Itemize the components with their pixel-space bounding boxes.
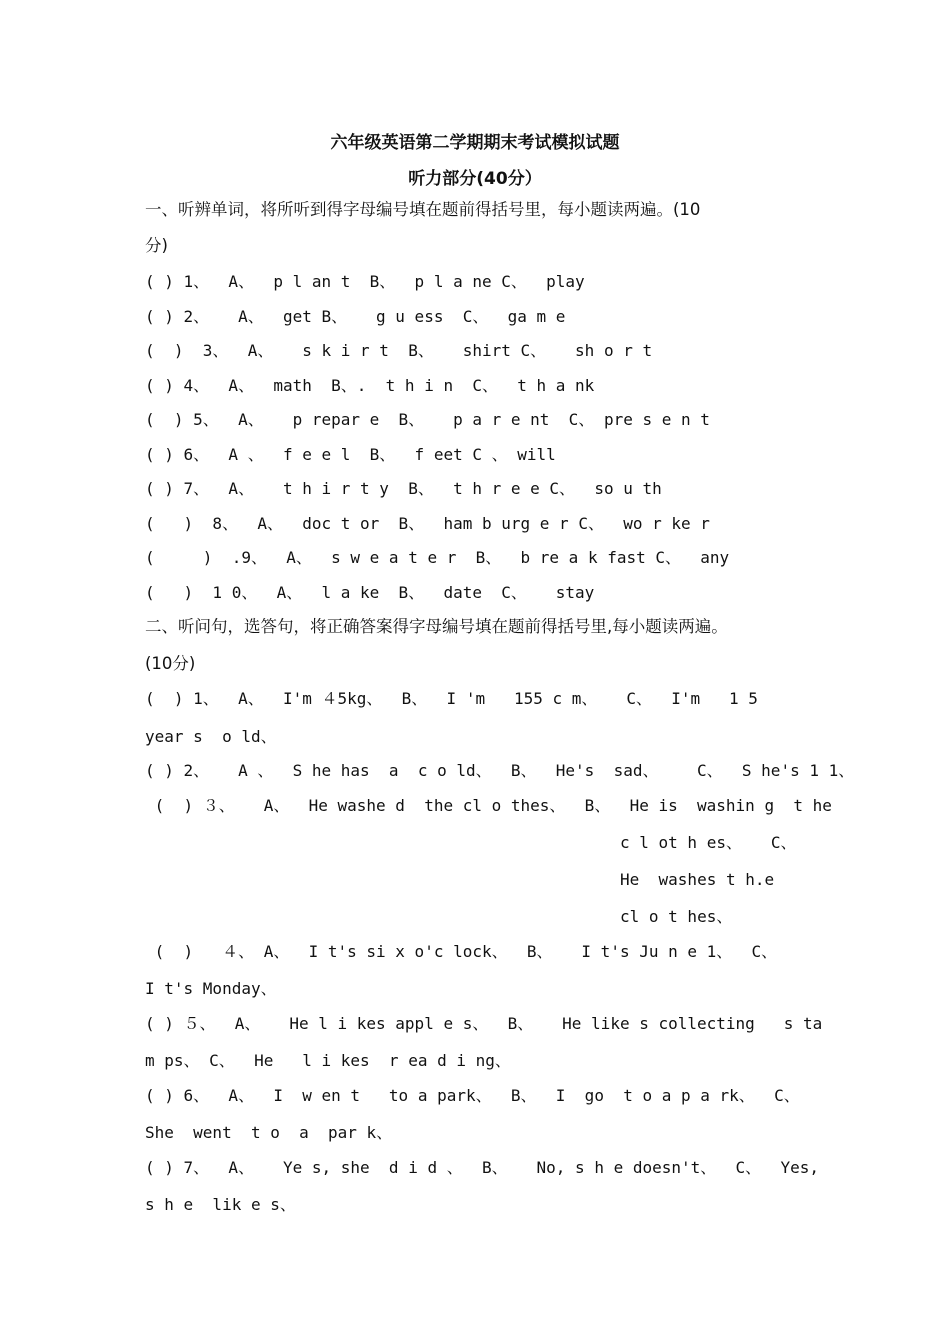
word-question-1: ( ) 1、 A、 p l an t B、 p l a ne C、 play xyxy=(145,272,585,291)
word-question-3: ( ) 3、 A、 s k i r t B、 shirt C、 sh o r t xyxy=(145,341,653,360)
word-question-7: ( ) 7、 A、 t h i r t y B、 t h r e e C、 so u th xyxy=(145,479,662,498)
word-question-9: ( ) .9、 A、 s w e a t e r B、 b re a k fast C、 any xyxy=(145,548,730,567)
word-question-5: ( ) 5、 A、 p repar e B、 p a r e nt C、 pre s e n t xyxy=(145,410,710,429)
word-question-8: ( ) 8、 A、 doc t or B、 ham b urg e r C、 wo r ke r xyxy=(145,514,710,533)
section1-heading: 一、听辨单词，将所听到得字母编号填在题前得括号里，每小题读两遍。(10 xyxy=(145,200,701,219)
section1-heading-cont: 分) xyxy=(145,236,168,255)
answer-question-4: ( ) ４、 A、 I t's si x o'c lock、 B、 I t's Ju n e 1、 C、 xyxy=(145,942,778,961)
answer-question-3-cont: He washes t h.e xyxy=(620,870,775,889)
section2-heading-cont: (10分) xyxy=(145,654,196,673)
answer-question-1: ( ) 1、 A、 I'm ４5kg、 B、 I 'm 155 c m、 C、 I'm 1 5 xyxy=(145,689,758,708)
answer-question-6: ( ) 6、 A、 I w en t to a park、 B、 I go t o a p a rk、 C、 xyxy=(145,1086,800,1105)
answer-question-4-cont: I t's Monday、 xyxy=(145,979,277,998)
listening-subtitle: 听力部分(40分） xyxy=(408,169,542,189)
answer-question-6-cont: She went t o a par k、 xyxy=(145,1123,393,1142)
answer-question-5: ( ) ５、 A、 He l i kes appl e s、 B、 He like s collecting s ta xyxy=(145,1014,823,1033)
answer-question-2: ( ) 2、 A 、 S he has a c o ld、 B、 He's sad、 C、 S he's 1 1、 xyxy=(145,761,855,780)
answer-question-7: ( ) 7、 A、 Ye s, she d i d 、 B、 No, s h e doesn't、 C、 Yes, xyxy=(145,1158,819,1177)
answer-question-3: ( ) ３、 A、 He washe d the cl o thes、 B、 He is washin g t he xyxy=(145,796,832,815)
word-question-6: ( ) 6、 A 、 f e e l B、 f eet C 、 will xyxy=(145,445,556,464)
answer-question-3-cont: cl o t hes、 xyxy=(620,907,733,926)
answer-question-3-cont: c l ot h es、 C、 xyxy=(620,833,797,852)
word-question-10: ( ) 1 0、 A、 l a ke B、 date C、 stay xyxy=(145,583,595,602)
answer-question-5-cont: m ps、 C、 He l i kes r ea d i ng、 xyxy=(145,1051,511,1070)
exam-title: 六年级英语第二学期期末考试模拟试题 xyxy=(330,133,620,153)
answer-question-1-cont: year s o ld、 xyxy=(145,727,277,746)
word-question-2: ( ) 2、 A、 get B、 g u ess C、 ga m e xyxy=(145,307,566,326)
section2-heading: 二、听问句，选答句，将正确答案得字母编号填在题前得括号里,每小题读两遍。 xyxy=(145,617,728,636)
word-question-4: ( ) 4、 A、 math B、. t h i n C、 t h a nk xyxy=(145,376,595,395)
answer-question-7-cont: s h e lik e s、 xyxy=(145,1195,296,1214)
